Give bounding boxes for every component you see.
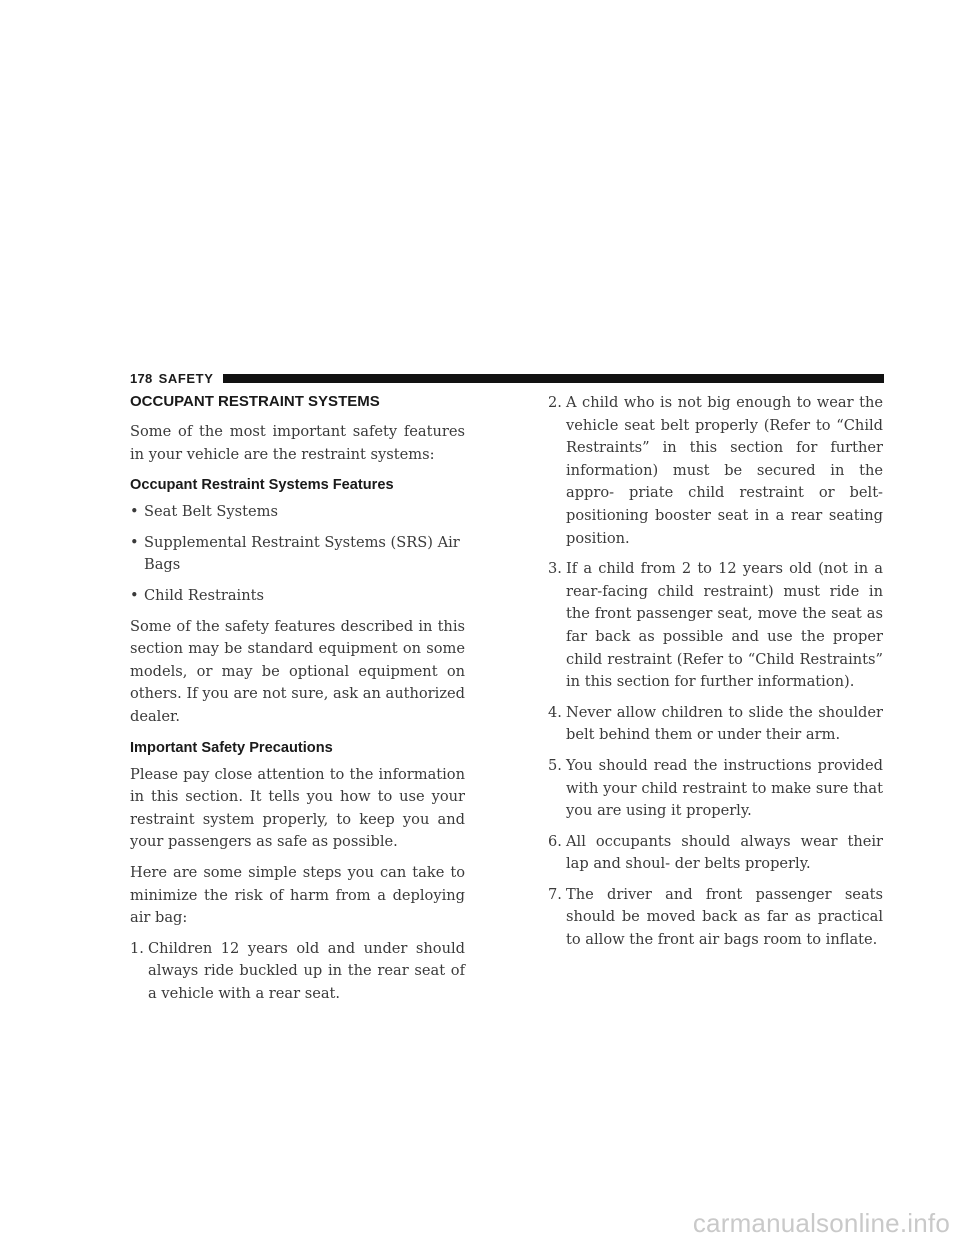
step-number: 2. <box>548 394 562 411</box>
step-text: The driver and front passenger seats should be moved back as far as practical to allow the front air bags room to inflate. <box>566 885 883 949</box>
list-item-text: Supplemental Restraint Systems (SRS) Air Bags <box>144 533 460 574</box>
list-item-text: Seat Belt Systems <box>144 503 278 521</box>
bullet-icon: • <box>130 586 139 604</box>
steps-list-right <box>548 392 883 952</box>
step-number: 6. <box>548 832 562 850</box>
list-item <box>548 702 883 747</box>
left-column <box>130 392 465 1013</box>
list-item <box>548 392 883 550</box>
step-text: All occupants should always wear their lap and shoul- der belts properly. <box>566 832 883 873</box>
list-item <box>548 884 883 952</box>
page-number: 178 <box>130 370 153 386</box>
list-item <box>130 532 465 577</box>
bullet-icon: • <box>130 533 139 551</box>
precautions-subheading: Important Safety Precautions <box>130 739 333 756</box>
page-header <box>130 367 884 389</box>
list-item <box>130 585 465 608</box>
list-item <box>548 755 883 823</box>
features-subheading: Occupant Restraint Systems Features <box>130 477 394 494</box>
section-title: SAFETY <box>158 370 214 386</box>
list-item-text: Child Restraints <box>144 586 264 604</box>
step-number: 3. <box>548 560 562 578</box>
list-item <box>130 501 465 524</box>
step-number: 4. <box>548 703 562 721</box>
precautions-intro: Please pay close attention to the information in this section. It tells you how to use your restraint system properly, to keep you and your passengers as safe as possible. <box>130 765 465 851</box>
steps-intro: Here are some simple steps you can take to minimize the risk of harm from a deploying air bag: <box>130 863 465 927</box>
features-list <box>130 501 465 607</box>
steps-list-left <box>130 938 465 1006</box>
list-item <box>130 938 465 1006</box>
right-column <box>548 392 883 960</box>
watermark-text: carmanualsonline.info <box>692 1208 950 1238</box>
step-text: Children 12 years old and under should always ride buckled up in the rear seat of a vehicle with a rear seat. <box>148 939 465 1002</box>
header-rule <box>223 374 884 383</box>
step-text: If a child from 2 to 12 years old (not in a rear-facing child restraint) must ride in the front passenger seat, move the seat as far back as possible and use the proper child restraint (Refer to “Child Restraints” in this section for further information). <box>566 560 883 691</box>
list-item <box>548 831 883 876</box>
features-note: Some of the safety features described in this section may be standard equipment on some models, or may be optional equipment on others. If you are not sure, ask an authorized dealer. <box>130 617 465 725</box>
step-number: 5. <box>548 756 562 774</box>
step-number: 7. <box>548 885 562 903</box>
step-text: You should read the instructions provided with your child restraint to make sure that you are using it properly. <box>566 756 883 820</box>
step-text: A child who is not big enough to wear the vehicle seat belt properly (Refer to “Child Restraints” in this section for further information) must be secured in the appro- priate child restraint or belt-positioning booster seat in a rear seating position. <box>566 394 883 547</box>
intro-paragraph: Some of the most important safety features in your vehicle are the restraint systems: <box>130 423 465 463</box>
step-number: 1. <box>130 939 144 957</box>
list-item <box>548 558 883 694</box>
bullet-icon: • <box>130 503 139 521</box>
section-heading: OCCUPANT RESTRAINT SYSTEMS <box>130 393 380 410</box>
step-text: Never allow children to slide the shoulder belt behind them or under their arm. <box>566 703 883 744</box>
